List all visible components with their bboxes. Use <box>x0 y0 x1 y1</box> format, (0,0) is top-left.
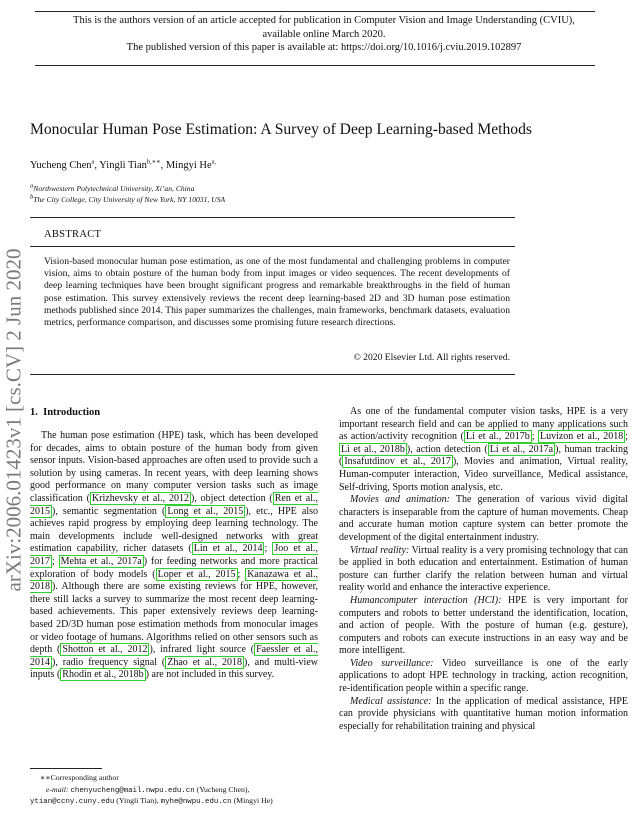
arxiv-stamp <box>0 0 24 816</box>
notice-line-3[interactable]: The published version of this paper is available at: https://doi.org/10.1016/j.cviu.2019.102897 <box>126 42 522 53</box>
author-name: Yucheng Chen <box>30 160 92 171</box>
affil-mark: a <box>30 182 34 190</box>
intro-paragraph <box>30 430 318 682</box>
affil-text: Northwestern Polytechnical University, Xi’an, China <box>33 184 195 193</box>
text-run: ) are not included in this survey. <box>145 669 275 681</box>
notice-line-1: This is the authors version of an article accepted for publication in Computer Vision and Image Understanding (CVIU), <box>73 15 575 26</box>
applications-paragraph <box>339 406 628 494</box>
footnote-rule <box>30 768 102 769</box>
text-run: ), human tracking ( <box>339 443 628 468</box>
text-run: ; <box>625 431 629 443</box>
arxiv-stamp-text[interactable]: arXiv:2006.01423v1 [cs.CV] 2 Jun 2020 <box>1 248 26 592</box>
citation-link[interactable]: Joo et al., 2017 <box>30 543 318 567</box>
abstract-heading: ABSTRACT <box>44 229 102 240</box>
paragraph-lead: Medical assistance: <box>350 695 432 707</box>
citation-link[interactable]: Zhao et al., 2018 <box>167 656 242 668</box>
copyright-line: © 2020 Elsevier Ltd. All rights reserved. <box>353 352 510 363</box>
citation-link[interactable]: Lin et al., 2014 <box>193 543 263 555</box>
movies-paragraph <box>339 494 628 544</box>
abstract-body: Vision-based monocular human pose estimation, as one of the most fundamental and challenging problems in computer vision, aims to obtain posture of the human body from input images or video sequences. The recent developments of deep learning techniques have been brought significant progress and remarkable breakthroughs in the field of human pose estimation. This survey extensively reviews the recent deep learning-based 2D and 3D human pose estimation methods published since 2014. This paper summarizes the challenges, main frameworks, benchmark datasets, evaluation metrics, performance comparison, and discusses some promising future research directions. <box>44 256 510 329</box>
text-run: ; <box>237 568 246 580</box>
citation-link[interactable]: Insafutdinov et al., 2017 <box>344 456 451 468</box>
paragraph-lead: Movies and animation: <box>350 494 450 506</box>
affil-text: The City College, City University of New York, NY 10031, USA <box>33 195 226 204</box>
abstract-top-rule <box>30 217 515 218</box>
text-run: HPE is very important for computers and robots to better understand the identification, location, and action of people. With the posture of human (e.g. gesture), computers and robots can execute instructions in an easy way and be more intelligent. <box>339 594 629 657</box>
medical-paragraph <box>339 696 628 734</box>
text-run: ), Movies and animation, Virtual reality, Human-computer interaction, Video surveillance, Medical assistance, Self-driving, Sports motion analysis, etc. <box>339 456 628 493</box>
text-run: ), action detection ( <box>406 443 488 455</box>
text-run: ) for feeding networks and more practical exploration of body models ( <box>30 555 318 580</box>
notice-rule <box>35 65 595 66</box>
citation-link[interactable]: Loper et al., 2015 <box>157 568 236 580</box>
email-link[interactable]: chenyucheng@mail.nwpu.edu.cn <box>70 787 195 795</box>
citation-link[interactable]: Long et al., 2015 <box>167 505 244 517</box>
text-run: ), infrared light source ( <box>149 644 255 656</box>
affil-mark: b <box>30 193 34 201</box>
affiliation-b <box>30 195 225 204</box>
text-run: ), radio frequency signal ( <box>52 656 166 668</box>
citation-link[interactable]: Li et al., 2017a <box>489 443 554 455</box>
publication-notice <box>30 14 618 55</box>
text-run: The generation of various vivid digital characters is inseparable from the capture of human movements. Cheap and accurate human motion capture system can better promote the development of the digital entertainment industry. <box>339 494 628 543</box>
text-run: ), semantic segmentation ( <box>52 505 166 517</box>
footnote-corresponding: ∗∗Corresponding author <box>40 773 119 782</box>
right-column <box>339 406 628 733</box>
citation-link[interactable]: Li et al., 2017b <box>465 431 530 443</box>
text-run: In the application of medical assistance, HPE can provide physicians with quantitative human motion information especially for rehabilitation training and physical <box>339 695 628 732</box>
citation-link[interactable]: Mehta et al., 2017a <box>60 555 142 567</box>
email-link[interactable]: myhe@nwpu.edu.cn <box>160 798 232 806</box>
paragraph-lead: Video surveillance: <box>350 657 434 669</box>
section-heading <box>30 407 100 418</box>
citation-link[interactable]: Krizhevsky et al., 2012 <box>91 492 189 504</box>
text-run: ; <box>52 555 59 567</box>
text-run: ). Although there are some existing reviews for HPE, however, there still lacks a survey to summarize the most recent deep learning-based achievements. This paper extensively reviews deep learning-based 2D/3D human pose estimation methods from monocular images or video footage of humans. Algorithms relied on other sensors such as depth ( <box>30 581 318 656</box>
section-number: 1. <box>30 407 38 418</box>
notice-line-2: available online March 2020. <box>262 28 386 40</box>
author-name: Yingli Tian <box>99 160 147 171</box>
author-list: Yucheng Chen$^a$, Yingli Tian$^{b,∗∗}$, Mingyi $He^{a,}$ <box>30 158 217 171</box>
surveillance-paragraph <box>339 658 628 696</box>
citation-link[interactable]: Li et al., 2018b <box>341 443 405 455</box>
citation-link[interactable]: Kanazawa et al., 2018 <box>30 568 319 593</box>
footnote-email-line-2 <box>30 795 273 808</box>
text-run: As one of the fundamental computer vision tasks, HPE is a very important research field and can be applied to many applications such as action/activity recognition ( <box>339 406 628 443</box>
text-run: ; <box>531 431 538 443</box>
citation-link[interactable]: Faessler et al., 2014 <box>30 644 318 668</box>
text-run: ; <box>264 543 273 555</box>
email-owner: (Yingli Tian), <box>116 796 159 805</box>
left-column <box>30 430 318 682</box>
vr-paragraph <box>339 545 628 595</box>
author-name: Mingyi He <box>165 160 212 171</box>
author-affil-mark[interactable]: a, <box>211 158 217 166</box>
text-run: Video surveillance is one of the early applications to adopt HPE technology in tracking, action recognition, re-identification people within a specific range. <box>339 657 628 695</box>
citation-link[interactable]: Rhodin et al., 2018b <box>62 669 144 681</box>
email-link[interactable]: ytian@ccny.cuny.edu <box>30 798 115 806</box>
email-owner: (Mingyi He) <box>233 796 273 805</box>
text-run: ), object detection ( <box>191 492 273 504</box>
text-run: The human pose estimation (HPE) task, which has been developed for decades, aims to obtain posture of the human body from given sensor inputs. Vision-based approaches are often used to provide such a solution by using cameras. In recent years, with deep learning shows good performance on many computer version tasks such as image classification ( <box>30 430 318 504</box>
author-affil-mark[interactable]: b,∗∗ <box>146 158 161 166</box>
author-affil-mark[interactable]: a <box>91 158 95 166</box>
text-run: ), etc., HPE also achieves rapid progress by employing deep learning technology. The main developments include well-designed networks with great estimation capability, richer datasets ( <box>30 505 318 555</box>
paragraph-lead: Virtual reality: <box>350 544 410 556</box>
top-rule <box>35 11 595 12</box>
abstract-bottom-rule <box>30 374 515 375</box>
email-label: e-mail: <box>46 785 69 794</box>
affiliation-a <box>30 184 194 193</box>
paper-title: Monocular Human Pose Estimation: A Survey of Deep Learning-based Methods <box>30 121 532 138</box>
email-owner: (Yucheng Chen), <box>196 785 250 794</box>
paragraph-lead: Humancomputer interaction (HCI): <box>350 594 502 606</box>
hci-paragraph <box>339 595 628 658</box>
text-run: Virtual reality is a very promising technology that can be applied in both education and entertainment. Estimation of human posture can further clarify the relation between human and virtual reality world and enhance the interactive experience. <box>339 544 629 594</box>
abstract-heading-rule <box>30 246 515 247</box>
citation-link[interactable]: Luvizon et al., 2018 <box>539 431 624 443</box>
citation-link[interactable]: Ren et al., 2015 <box>30 492 318 517</box>
section-title: Introduction <box>43 407 101 418</box>
text-run: ), and multi-view inputs ( <box>30 656 318 681</box>
citation-link[interactable]: Shotton et al., 2012 <box>62 644 148 656</box>
